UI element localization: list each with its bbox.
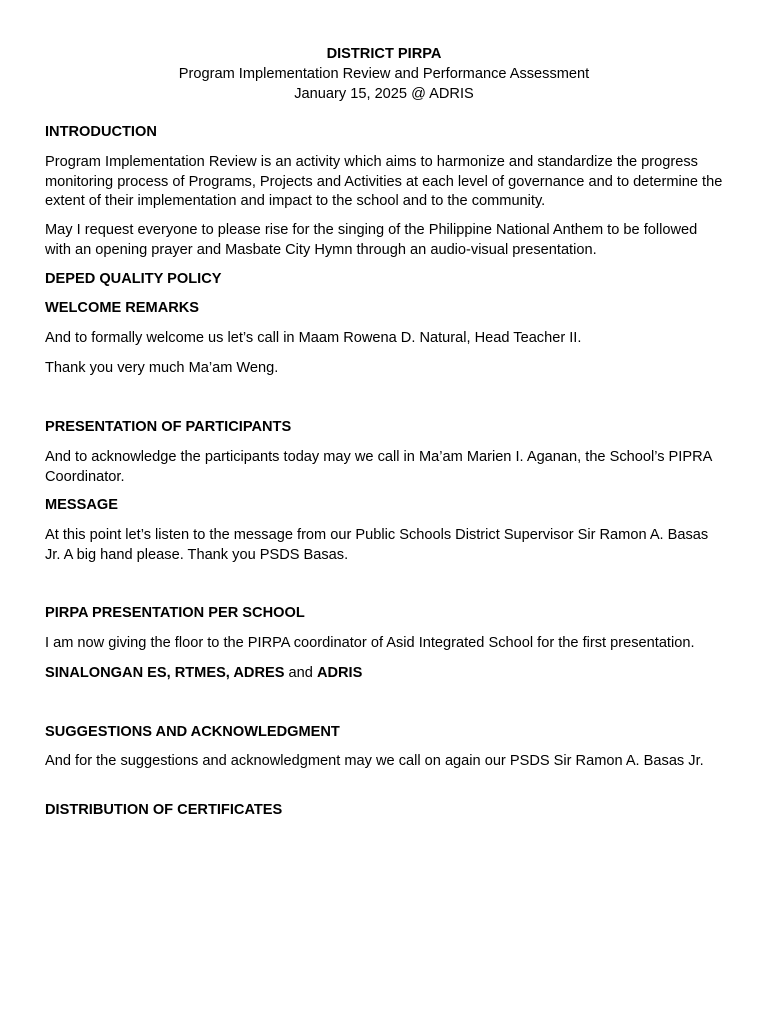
- participants-paragraph-1: And to acknowledge the participants today may we call in Ma’am Marien I. Aganan, the School’s PIPRA Coordinator.: [45, 449, 712, 485]
- school-list-last: ADRIS: [316, 665, 363, 681]
- message-heading: MESSAGE: [45, 497, 118, 513]
- school-list-line: [45, 664, 725, 684]
- suggestions-paragraph-1: And for the suggestions and acknowledgment may we call on again our PSDS Sir Ramon A. Basas Jr.: [45, 753, 704, 769]
- document-date-line: January 15, 2025 @ ADRIS: [294, 86, 474, 102]
- school-list-and: and: [284, 665, 317, 681]
- message-paragraph-1: At this point let’s listen to the message from our Public Schools District Supervisor Sir Ramon A. Basas Jr. A big hand please. Thank you PSDS Basas.: [45, 527, 709, 563]
- suggestions-heading: SUGGESTIONS AND ACKNOWLEDGMENT: [45, 724, 340, 740]
- welcome-paragraph-2: Thank you very much Ma’am Weng.: [45, 360, 279, 376]
- presentation-heading: PIRPA PRESENTATION PER SCHOOL: [45, 605, 305, 621]
- introduction-heading: INTRODUCTION: [45, 124, 157, 140]
- introduction-paragraph-1: Program Implementation Review is an activity which aims to harmonize and standardize the progress monitoring process of Programs, Projects and Activities at each level of governance and to determine the extent of their implementation and impact to the school and to the community.: [45, 154, 723, 209]
- document-subtitle: Program Implementation Review and Performance Assessment: [178, 66, 590, 82]
- presentation-paragraph-1: I am now giving the floor to the PIRPA coordinator of Asid Integrated School for the first presentation.: [45, 635, 695, 651]
- document-title: DISTRICT PIRPA: [326, 46, 442, 62]
- welcome-heading: WELCOME REMARKS: [45, 300, 200, 316]
- participants-heading: PRESENTATION OF PARTICIPANTS: [45, 419, 292, 435]
- school-list-bold: SINALONGAN ES, RTMES, ADRES: [45, 665, 285, 681]
- quality-policy-heading: DEPED QUALITY POLICY: [45, 271, 222, 287]
- welcome-paragraph-1: And to formally welcome us let’s call in Maam Rowena D. Natural, Head Teacher II.: [45, 330, 582, 346]
- certificates-heading: DISTRIBUTION OF CERTIFICATES: [45, 802, 283, 818]
- introduction-paragraph-2: May I request everyone to please rise for the singing of the Philippine National Anthem to be followed with an opening prayer and Masbate City Hymn through an audio-visual presentation.: [45, 222, 698, 258]
